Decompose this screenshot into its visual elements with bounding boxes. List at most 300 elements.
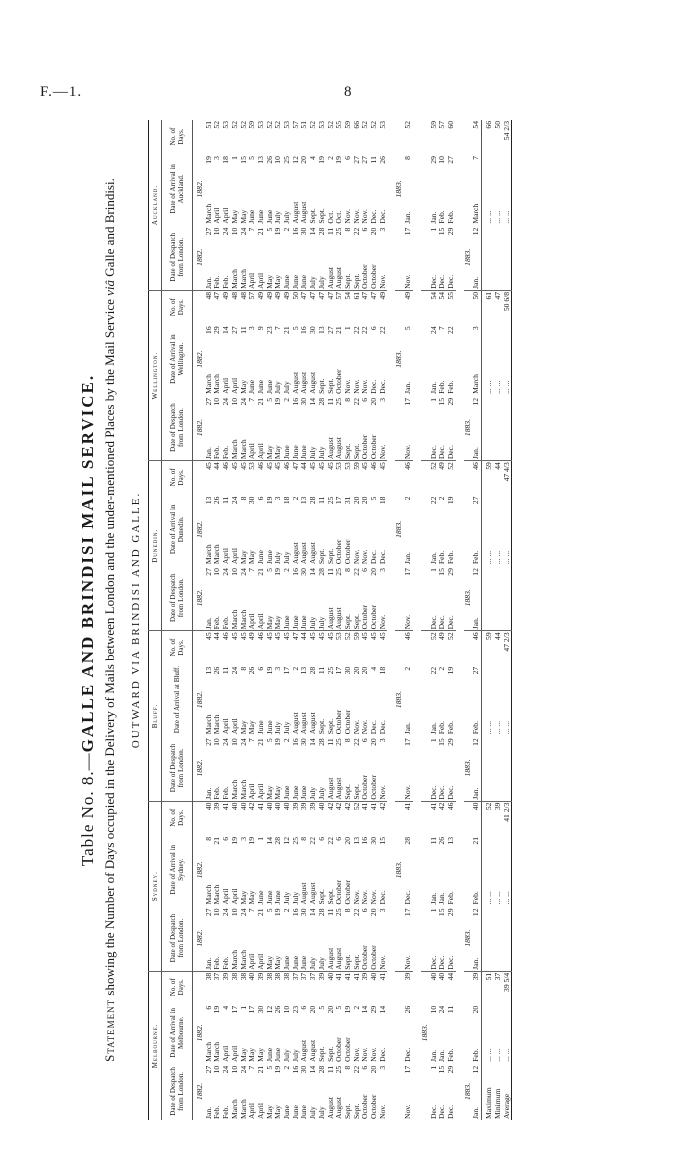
days-count: 38 bbox=[264, 972, 274, 981]
days-count: 46 bbox=[282, 462, 292, 470]
days-count: 57 bbox=[437, 121, 447, 129]
days-count: 46 bbox=[369, 462, 379, 470]
arrival-day: 1 bbox=[255, 836, 265, 841]
arrival-month: Nov. bbox=[360, 549, 370, 565]
arrival-day: 2 bbox=[437, 496, 447, 501]
despatch-day: 6 bbox=[360, 227, 370, 232]
despatch-month: Nov. bbox=[377, 1104, 387, 1119]
despatch-month: Sept. bbox=[344, 924, 353, 971]
despatch-day: 28 bbox=[316, 1065, 326, 1074]
days-count: 52 bbox=[238, 121, 248, 129]
col-despatch-header: Date of Despatch from London. bbox=[162, 735, 193, 801]
arrival-month: Dec. bbox=[377, 209, 387, 224]
arrival-month: Nov. bbox=[360, 1047, 370, 1062]
arrival-day: 25 bbox=[325, 496, 335, 505]
days-count: 52 bbox=[369, 121, 379, 129]
arrival-month: April bbox=[221, 377, 231, 394]
arrival-month: August bbox=[290, 542, 300, 565]
despatch-month: Dec. bbox=[438, 584, 447, 631]
despatch-day: 24 bbox=[221, 227, 231, 236]
days-count: 45 bbox=[360, 462, 370, 470]
despatch-month: October bbox=[370, 584, 379, 631]
despatch-day: 14 bbox=[308, 908, 318, 917]
despatch-day: 24 bbox=[221, 738, 231, 746]
days-count: 45 bbox=[238, 632, 248, 640]
days-count: 49 bbox=[377, 291, 387, 300]
days-count: 40 bbox=[238, 802, 248, 811]
despatch-month: October bbox=[370, 754, 379, 801]
despatch-day: 16 bbox=[290, 397, 300, 406]
despatch-month: October bbox=[361, 754, 370, 801]
arrival-day: 30 bbox=[308, 326, 318, 334]
arrival-day: 3 bbox=[238, 836, 248, 841]
despatch-day: 16 bbox=[290, 738, 300, 746]
year-label: 1883. bbox=[419, 1024, 429, 1042]
despatch-day: 8 bbox=[342, 568, 352, 572]
despatch-month: June bbox=[283, 924, 292, 971]
days-count: 45 bbox=[203, 462, 213, 470]
despatch-day: 29 bbox=[445, 568, 455, 576]
despatch-day: 17 bbox=[403, 1065, 413, 1074]
despatch-day: 5 bbox=[264, 397, 274, 402]
despatch-month: June bbox=[292, 243, 301, 290]
arrival-month: June bbox=[247, 379, 257, 394]
despatch-month: August bbox=[335, 584, 344, 631]
days-count: 40 bbox=[247, 972, 257, 981]
col-despatch-header: Date of Despatch from London. bbox=[162, 395, 193, 461]
arrival-day: 2 bbox=[351, 1005, 361, 1010]
summary-dots: ... ... bbox=[492, 550, 502, 565]
arrival-day: 6 bbox=[342, 156, 352, 160]
despatch-day: 24 bbox=[238, 568, 248, 576]
arrival-month: Feb. bbox=[445, 720, 455, 735]
despatch-month: Jan. bbox=[205, 243, 214, 290]
despatch-month: May bbox=[273, 1105, 283, 1119]
despatch-month: July bbox=[308, 1106, 318, 1119]
days-count: 49 bbox=[403, 291, 413, 300]
arrival-month: October bbox=[334, 369, 344, 394]
despatch-day: 27 bbox=[203, 908, 213, 917]
arrival-day: 26 bbox=[247, 666, 257, 675]
year-label: 1883. bbox=[394, 690, 404, 709]
days-count: 52 bbox=[229, 121, 239, 129]
days-count: 40 bbox=[316, 802, 326, 811]
arrival-month: Sept. bbox=[316, 378, 326, 394]
arrival-day: 19 bbox=[212, 1005, 222, 1014]
arrival-month: Sept. bbox=[316, 208, 326, 224]
arrival-day: 4 bbox=[369, 666, 379, 671]
days-count: 47 bbox=[212, 291, 222, 300]
despatch-month: March bbox=[240, 754, 249, 801]
arrival-day: 21 bbox=[282, 326, 292, 334]
despatch-month: Sept. bbox=[353, 413, 362, 460]
summary-dots: ... ... bbox=[501, 891, 511, 905]
days-count: 40 bbox=[273, 802, 283, 811]
year-label: 1882. bbox=[195, 350, 204, 368]
days-count: 53 bbox=[342, 462, 352, 470]
arrival-day: 5 bbox=[290, 326, 300, 331]
spacer-row bbox=[456, 120, 464, 1120]
year-label: 1883. bbox=[464, 735, 473, 801]
despatch-month: Dec. bbox=[430, 413, 439, 460]
arrival-month: Nov. bbox=[351, 379, 361, 394]
days-count: 53 bbox=[334, 462, 344, 470]
summary-dots: ... ... bbox=[501, 380, 511, 394]
arrival-day: 10 bbox=[437, 156, 447, 164]
arrival-day: 2 bbox=[325, 156, 335, 160]
arrival-day: 1 bbox=[229, 156, 239, 160]
col-days-header: No. of Days. bbox=[162, 461, 193, 494]
days-count: 45 bbox=[308, 462, 318, 470]
despatch-day: 24 bbox=[238, 908, 248, 917]
arrival-month: Jan. bbox=[428, 1049, 438, 1062]
despatch-month: May bbox=[266, 413, 275, 460]
despatch-day: 10 bbox=[229, 397, 239, 406]
arrival-month: Jan. bbox=[403, 552, 413, 565]
arrival-day: 23 bbox=[264, 326, 274, 334]
arrival-day: 6 bbox=[255, 496, 265, 501]
days-count: 53 bbox=[377, 121, 387, 129]
arrival-month: Dec. bbox=[377, 1047, 387, 1062]
arrival-day: 15 bbox=[377, 836, 387, 845]
arrival-month: Nov. bbox=[351, 719, 361, 735]
arrival-month: June bbox=[255, 209, 265, 224]
despatch-day: 30 bbox=[299, 568, 309, 576]
days-count: 40 bbox=[229, 802, 239, 811]
arrival-day: 13 bbox=[299, 666, 309, 675]
despatch-day: 10 bbox=[229, 1065, 239, 1074]
arrival-month: April bbox=[221, 1045, 231, 1062]
year-label: 1882. bbox=[195, 520, 204, 538]
days-count: 45 bbox=[273, 632, 283, 640]
arrival-month: June bbox=[255, 379, 265, 394]
arrival-month: March bbox=[212, 714, 222, 735]
arrival-month: August bbox=[308, 882, 318, 905]
group-wellington: Wellington. bbox=[149, 290, 162, 460]
despatch-month: Sept. bbox=[344, 754, 353, 801]
despatch-day: 8 bbox=[342, 397, 352, 402]
summary-value: 37 bbox=[492, 972, 502, 981]
days-count: 41 bbox=[255, 802, 265, 811]
summary-dots: ... ... bbox=[482, 664, 494, 736]
despatch-day: 20 bbox=[369, 738, 379, 746]
despatch-day: 19 bbox=[273, 1065, 283, 1074]
arrival-month: October bbox=[334, 709, 344, 735]
despatch-day: 6 bbox=[360, 1065, 370, 1070]
despatch-day: 2 bbox=[282, 397, 292, 402]
despatch-month: June bbox=[282, 1105, 292, 1119]
col-despatch-header: Date of Despatch from London. bbox=[162, 1063, 193, 1120]
summary-dots: ... ... bbox=[501, 720, 511, 735]
summary-dots: ... ... bbox=[501, 550, 511, 565]
despatch-day: 12 bbox=[471, 908, 481, 917]
arrival-day: 20 bbox=[351, 496, 361, 505]
arrival-month: May bbox=[229, 209, 239, 224]
arrival-month: October bbox=[334, 539, 344, 565]
despatch-day: 27 bbox=[203, 568, 213, 576]
blank-cell bbox=[494, 225, 503, 291]
rotated-table-page bbox=[72, 120, 672, 1120]
days-count: 59 bbox=[428, 121, 438, 129]
summary-dots: ... ... bbox=[482, 153, 494, 225]
despatch-month: Sept. bbox=[342, 1103, 352, 1119]
despatch-day: 27 bbox=[203, 397, 213, 406]
arrival-month: March bbox=[212, 544, 222, 565]
days-count: 44 bbox=[212, 462, 222, 470]
arrival-month: July bbox=[282, 551, 292, 565]
col-arrival-header: Date of Arrival in Wellington. bbox=[162, 323, 193, 395]
arrival-month: May bbox=[238, 1047, 248, 1062]
summary-label: Maximum bbox=[482, 1063, 494, 1120]
days-count: 39 bbox=[360, 972, 370, 981]
despatch-month: July bbox=[318, 413, 327, 460]
summary-value: 52 bbox=[482, 801, 494, 834]
arrival-month: Jan. bbox=[403, 381, 413, 394]
arrival-day: 11 bbox=[221, 496, 231, 504]
days-count: 46 bbox=[403, 462, 413, 470]
arrival-month: May bbox=[247, 720, 257, 735]
arrival-day: 8 bbox=[403, 156, 413, 160]
arrival-day: 26 bbox=[273, 1005, 283, 1014]
arrival-month: Nov. bbox=[351, 890, 361, 905]
despatch-month: Nov. bbox=[379, 924, 388, 971]
despatch-day: 24 bbox=[221, 908, 231, 917]
year-label: 1883. bbox=[394, 520, 404, 538]
arrival-month: June bbox=[255, 550, 265, 565]
despatch-day: 12 bbox=[471, 1065, 481, 1074]
despatch-day: 28 bbox=[316, 908, 326, 917]
days-count: 59 bbox=[247, 121, 257, 129]
arrival-month: October bbox=[334, 1037, 344, 1062]
despatch-month: July bbox=[318, 584, 327, 631]
despatch-month: Nov. bbox=[404, 413, 413, 460]
arrival-month: April bbox=[229, 718, 239, 735]
days-count: 46 bbox=[221, 632, 231, 640]
despatch-month: October bbox=[361, 924, 370, 971]
arrival-day: 6 bbox=[334, 836, 344, 841]
despatch-day: 10 bbox=[212, 1065, 222, 1074]
arrival-month: Nov. bbox=[360, 719, 370, 735]
despatch-month: August bbox=[327, 243, 336, 290]
arrival-month: July bbox=[282, 891, 292, 905]
arrival-day: 11 bbox=[221, 666, 231, 675]
arrival-day: 19 bbox=[334, 156, 344, 164]
summary-value: 66 bbox=[482, 120, 494, 153]
despatch-day: 22 bbox=[351, 397, 361, 406]
despatch-day: 10 bbox=[212, 568, 222, 576]
days-count: 49 bbox=[264, 291, 274, 300]
mail-delivery-table bbox=[148, 120, 512, 1120]
arrival-day: 10 bbox=[273, 156, 283, 164]
days-count: 54 bbox=[428, 291, 438, 300]
arrival-month: Oct. bbox=[325, 210, 335, 224]
page-number: 8 bbox=[344, 84, 352, 100]
arrival-day: 30 bbox=[247, 496, 257, 505]
arrival-month: June bbox=[264, 550, 274, 565]
days-count: 45 bbox=[308, 632, 318, 640]
days-count: 52 bbox=[273, 121, 283, 129]
arrival-day: 27 bbox=[471, 666, 481, 675]
blank-cell bbox=[482, 395, 494, 461]
arrival-month: June bbox=[255, 890, 265, 905]
despatch-month: April bbox=[257, 243, 266, 290]
despatch-day: 10 bbox=[229, 227, 239, 236]
despatch-day: 8 bbox=[342, 1065, 352, 1070]
summary-value: 47 4/3 bbox=[501, 462, 511, 482]
despatch-day: 21 bbox=[255, 1065, 265, 1074]
blank-cell bbox=[482, 735, 494, 801]
arrival-month: March bbox=[203, 374, 213, 394]
arrival-day: 20 bbox=[299, 156, 309, 164]
arrival-day: 19 bbox=[316, 156, 326, 164]
arrival-day: 14 bbox=[360, 1005, 370, 1014]
arrival-month: March bbox=[203, 884, 213, 905]
days-count: 53 bbox=[221, 121, 231, 129]
despatch-month: Jan. bbox=[471, 1106, 481, 1119]
despatch-day: 1 bbox=[428, 568, 438, 572]
arrival-month: April bbox=[229, 1045, 239, 1062]
arrival-month: August bbox=[290, 712, 300, 735]
days-count: 53 bbox=[334, 632, 344, 640]
despatch-month: May bbox=[274, 584, 283, 631]
arrival-day: 6 bbox=[299, 1005, 309, 1010]
despatch-day: 21 bbox=[255, 227, 265, 236]
despatch-day: 7 bbox=[247, 1065, 257, 1070]
arrival-month: Nov. bbox=[360, 209, 370, 224]
despatch-month: June bbox=[300, 754, 309, 801]
despatch-day: 19 bbox=[273, 738, 283, 746]
days-count: 39 bbox=[221, 972, 231, 981]
despatch-day: 25 bbox=[334, 1065, 344, 1074]
despatch-day: 24 bbox=[221, 1065, 231, 1074]
blank-cell bbox=[482, 905, 494, 971]
despatch-month: Jan. bbox=[203, 1106, 213, 1119]
year-label: 1882. bbox=[195, 861, 204, 879]
despatch-month: Nov. bbox=[379, 754, 388, 801]
arrival-month: July bbox=[290, 1049, 300, 1062]
arrival-day: 2 bbox=[403, 496, 413, 501]
arrival-day: 27 bbox=[471, 496, 481, 505]
arrival-month: April bbox=[229, 377, 239, 394]
summary-dots: ... ... bbox=[482, 1003, 494, 1063]
days-count: 52 bbox=[403, 121, 413, 129]
arrival-day: 17 bbox=[334, 666, 344, 675]
arrival-day: 20 bbox=[351, 666, 361, 675]
days-count: 52 bbox=[428, 632, 438, 640]
arrival-month: March bbox=[212, 884, 222, 905]
arrival-month: Feb. bbox=[437, 380, 447, 394]
arrival-day: 6 bbox=[369, 326, 379, 331]
days-count: 37 bbox=[299, 972, 309, 981]
despatch-day: 12 bbox=[471, 397, 481, 406]
days-count: 46 bbox=[403, 632, 413, 640]
despatch-month: March bbox=[240, 243, 249, 290]
despatch-day: 16 bbox=[290, 1065, 300, 1074]
despatch-day: 17 bbox=[403, 227, 413, 236]
days-count: 42 bbox=[247, 802, 257, 811]
days-count: 45 bbox=[264, 632, 274, 640]
days-count: 47 bbox=[308, 291, 318, 300]
days-count: 39 bbox=[403, 972, 413, 981]
despatch-month: April bbox=[247, 1102, 257, 1119]
despatch-month: Nov. bbox=[404, 924, 413, 971]
arrival-day: 29 bbox=[428, 156, 438, 164]
arrival-day: 9 bbox=[255, 326, 265, 331]
despatch-day: 19 bbox=[273, 227, 283, 236]
group-melbourne: Melbourne. bbox=[149, 971, 162, 1120]
despatch-day: 30 bbox=[299, 738, 309, 746]
arrival-month: Dec. bbox=[369, 379, 379, 394]
spacer-row bbox=[413, 120, 421, 1120]
col-arrival-header: Date of Arrival in Dunedin. bbox=[162, 494, 193, 566]
days-count: 45 bbox=[316, 462, 326, 470]
despatch-month: Feb. bbox=[222, 413, 231, 460]
despatch-day: 3 bbox=[377, 738, 387, 743]
arrival-day: 22 bbox=[308, 836, 318, 845]
despatch-month: Nov. bbox=[404, 754, 413, 801]
arrival-day: 16 bbox=[203, 326, 213, 334]
blank-cell bbox=[503, 735, 512, 801]
despatch-month: Sept. bbox=[344, 413, 353, 460]
col-days-header: No. of Days. bbox=[162, 290, 193, 323]
arrival-day: 17 bbox=[229, 1005, 239, 1014]
arrival-month: April bbox=[221, 888, 231, 905]
arrival-month: Nov. bbox=[351, 1047, 361, 1062]
days-count: 52 bbox=[308, 121, 318, 129]
arrival-month: August bbox=[299, 201, 309, 224]
despatch-day: 10 bbox=[229, 908, 239, 917]
despatch-month: June bbox=[292, 584, 301, 631]
despatch-month: July bbox=[318, 924, 327, 971]
arrival-day: 22 bbox=[445, 326, 455, 334]
arrival-month: August bbox=[299, 712, 309, 735]
days-count: 40 bbox=[264, 802, 274, 811]
days-count: 53 bbox=[316, 121, 326, 129]
arrival-month: June bbox=[264, 720, 274, 735]
summary-value: 51 bbox=[482, 971, 494, 1003]
despatch-month: October bbox=[361, 584, 370, 631]
arrival-day: 23 bbox=[290, 1005, 300, 1014]
despatch-month: October bbox=[369, 1094, 379, 1119]
summary-value: 47 bbox=[492, 291, 502, 300]
despatch-day: 15 bbox=[437, 227, 447, 236]
despatch-day: 25 bbox=[334, 908, 344, 917]
despatch-month: June bbox=[292, 924, 301, 971]
despatch-day: 30 bbox=[299, 1065, 309, 1074]
arrival-month: March bbox=[471, 374, 481, 394]
despatch-month: Feb. bbox=[213, 243, 222, 290]
despatch-month: October bbox=[370, 924, 379, 971]
despatch-month: Nov. bbox=[379, 413, 388, 460]
despatch-month: August bbox=[334, 1097, 344, 1119]
arrival-month: Jan. bbox=[428, 381, 438, 394]
table-row bbox=[404, 120, 413, 1120]
days-count: 38 bbox=[238, 972, 248, 981]
days-count: 39 bbox=[308, 802, 318, 811]
arrival-month: August bbox=[299, 542, 309, 565]
arrival-month: Jan. bbox=[403, 211, 413, 224]
despatch-month: Jan. bbox=[472, 243, 481, 290]
despatch-month: August bbox=[327, 413, 336, 460]
despatch-day: 11 bbox=[325, 397, 335, 406]
arrival-day: 5 bbox=[247, 156, 257, 160]
despatch-month: July bbox=[318, 243, 327, 290]
arrival-month: August bbox=[290, 201, 300, 224]
despatch-day: 5 bbox=[264, 908, 274, 913]
days-count: 54 bbox=[342, 291, 352, 300]
arrival-day: 17 bbox=[282, 666, 292, 675]
despatch-day: 8 bbox=[342, 227, 352, 232]
